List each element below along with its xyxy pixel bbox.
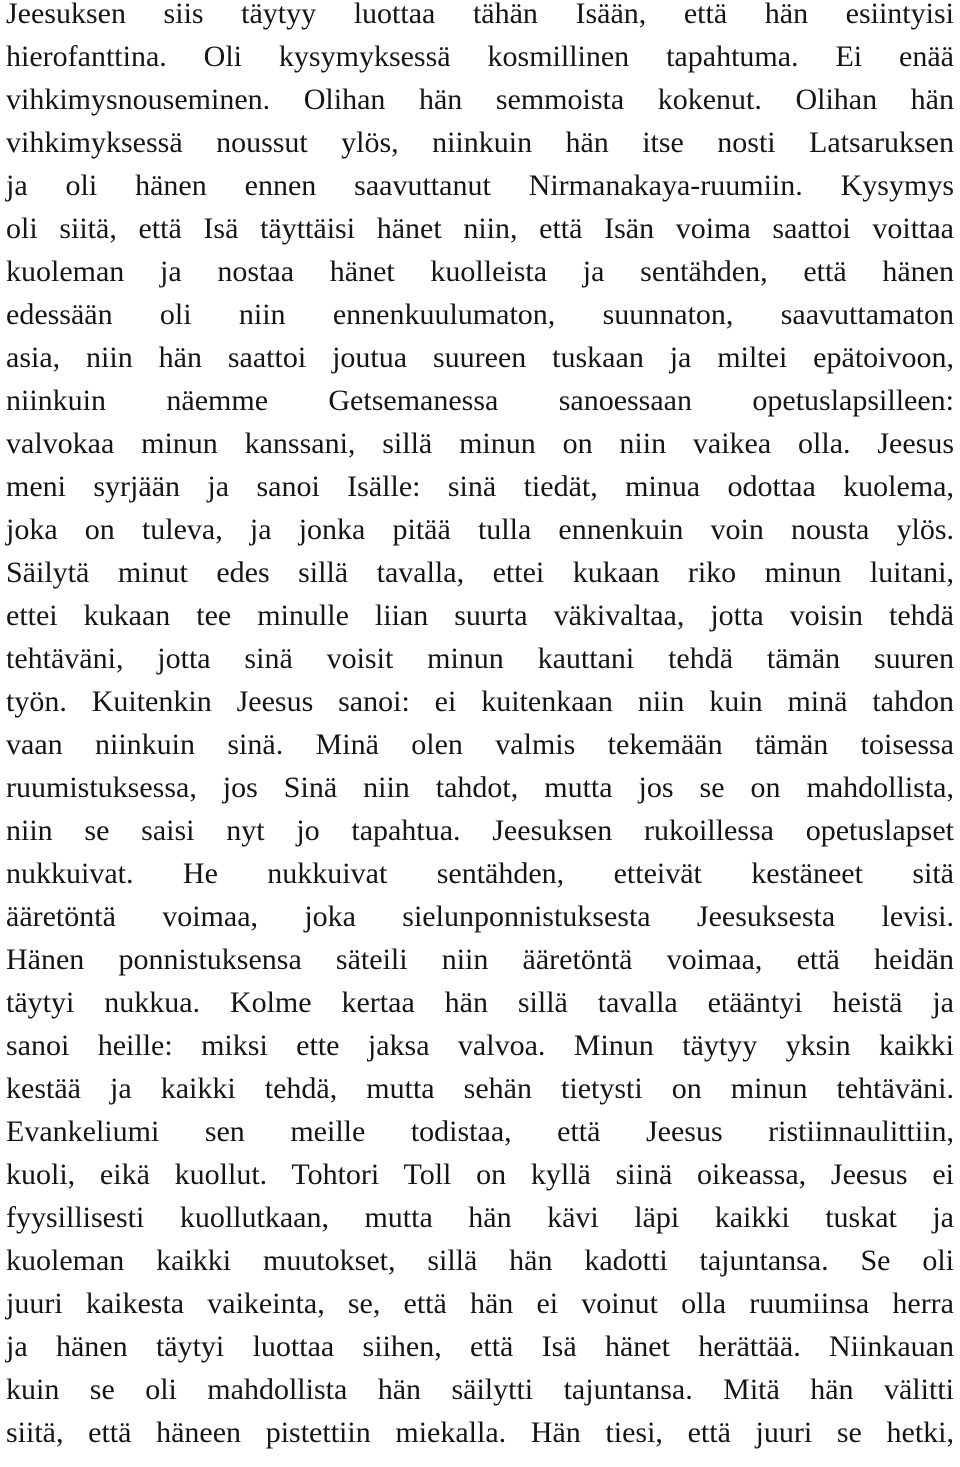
text-line: ja hänen täytyi luottaa siihen, että Isä hänet herättää. Niinkauan — [6, 1330, 954, 1363]
text-line: niin se saisi nyt jo tapahtua. Jeesuksen rukoillessa opetuslapset — [6, 814, 954, 847]
text-line: hierofanttina. Oli kysymyksessä kosmillinen tapahtuma. Ei enää — [6, 40, 954, 73]
text-line: edessään oli niin ennenkuulumaton, suunnaton, saavuttamaton — [6, 298, 954, 331]
text-line: sanoi heille: miksi ette jaksa valvoa. Minun täytyy yksin kaikki — [6, 1029, 954, 1062]
text-line: Säilytä minut edes sillä tavalla, ettei kukaan riko minun luitani, — [6, 556, 954, 589]
text-line: vihkimyksessä noussut ylös, niinkuin hän itse nosti Latsaruksen — [6, 126, 954, 159]
text-line: kuoli, eikä kuollut. Tohtori Toll on kyllä siinä oikeassa, Jeesus ei — [6, 1158, 954, 1191]
text-line: kuoleman kaikki muutokset, sillä hän kadotti tajuntansa. Se oli — [6, 1244, 954, 1277]
text-line: Evankeliumi sen meille todistaa, että Jeesus ristiinnaulittiin, — [6, 1115, 954, 1148]
text-line: ja oli hänen ennen saavuttanut Nirmanakaya-ruumiin. Kysymys — [6, 169, 954, 202]
text-line: ruumistuksessa, jos Sinä niin tahdot, mutta jos se on mahdollista, — [6, 771, 954, 804]
text-line: ääretöntä voimaa, joka sielunponnistuksesta Jeesuksesta levisi. — [6, 900, 954, 933]
text-line: vaan niinkuin sinä. Minä olen valmis tekemään tämän toisessa — [6, 728, 954, 761]
text-line: työn. Kuitenkin Jeesus sanoi: ei kuitenkaan niin kuin minä tahdon — [6, 685, 954, 718]
text-line: kuoleman ja nostaa hänet kuolleista ja sentähden, että hänen — [6, 255, 954, 288]
text-line: fyysillisesti kuollutkaan, mutta hän kävi läpi kaikki tuskat ja — [6, 1201, 954, 1234]
text-line: valvokaa minun kanssani, sillä minun on niin vaikea olla. Jeesus — [6, 427, 954, 460]
text-line: juuri kaikesta vaikeinta, se, että hän ei voinut olla ruumiinsa herra — [6, 1287, 954, 1320]
text-line: oli siitä, että Isä täyttäisi hänet niin, että Isän voima saattoi voittaa — [6, 212, 954, 245]
text-line: täytyi nukkua. Kolme kertaa hän sillä tavalla etääntyi heistä ja — [6, 986, 954, 1019]
text-line: meni syrjään ja sanoi Isälle: sinä tiedät, minua odottaa kuolema, — [6, 470, 954, 503]
text-line: asia, niin hän saattoi joutua suureen tuskaan ja miltei epätoivoon, — [6, 341, 954, 374]
text-line: kestää ja kaikki tehdä, mutta sehän tietysti on minun tehtäväni. — [6, 1072, 954, 1105]
text-line: Jeesuksen siis täytyy luottaa tähän Isään, että hän esiintyisi — [6, 0, 954, 30]
text-line: joka on tuleva, ja jonka pitää tulla ennenkuin voin nousta ylös. — [6, 513, 954, 546]
text-line: vihkimysnouseminen. Olihan hän semmoista kokenut. Olihan hän — [6, 83, 954, 116]
text-line: siitä, että häneen pistettiin miekalla. Hän tiesi, että juuri se hetki, — [6, 1416, 954, 1449]
text-line: niinkuin näemme Getsemanessa sanoessaan opetuslapsilleen: — [6, 384, 954, 417]
text-line: Hänen ponnistuksensa säteili niin ääretöntä voimaa, että heidän — [6, 943, 954, 976]
text-line: nukkuivat. He nukkuivat sentähden, etteivät kestäneet sitä — [6, 857, 954, 890]
text-line: tehtäväni, jotta sinä voisit minun kauttani tehdä tämän suuren — [6, 642, 954, 675]
text-line: ettei kukaan tee minulle liian suurta väkivaltaa, jotta voisin tehdä — [6, 599, 954, 632]
text-line: kuin se oli mahdollista hän säilytti tajuntansa. Mitä hän välitti — [6, 1373, 954, 1406]
